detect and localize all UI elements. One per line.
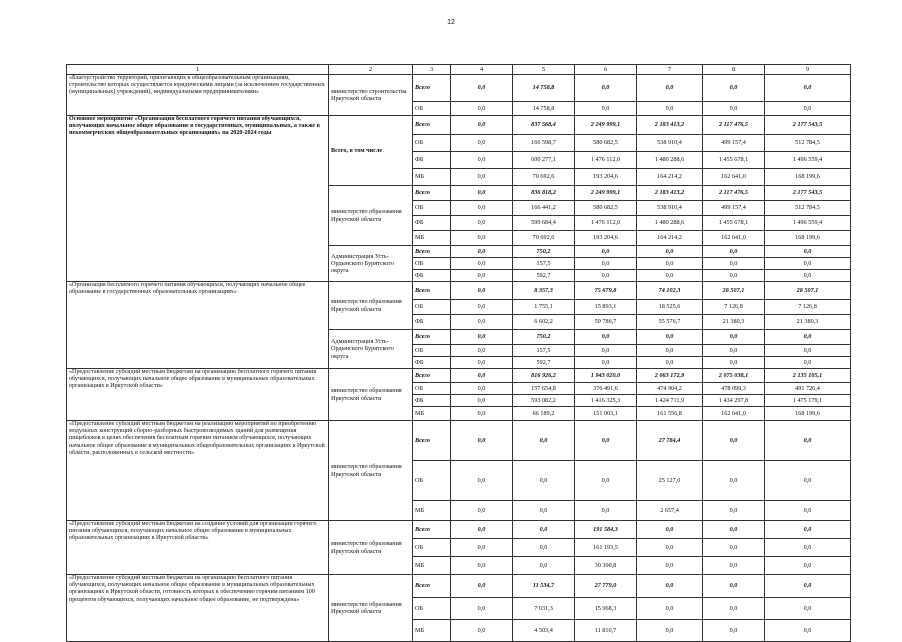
value-cell: 0,0: [451, 521, 513, 539]
header-cell: 4: [451, 65, 513, 75]
value-cell: 600 277,1: [513, 152, 575, 169]
value-cell: 7 031,3: [513, 598, 575, 620]
value-cell: 0,0: [703, 539, 765, 557]
executor-cell: министерство образования Иркутской области: [329, 421, 413, 521]
funding-source: ОБ: [413, 300, 451, 315]
funding-source: ФБ: [413, 216, 451, 231]
value-cell: 168 199,6: [765, 407, 851, 421]
value-cell: 162 641,0: [703, 231, 765, 246]
value-cell: 0,0: [765, 501, 851, 521]
value-cell: 0,0: [451, 216, 513, 231]
funding-source: Всего: [413, 421, 451, 461]
value-cell: 580 682,5: [575, 135, 637, 152]
funding-source: ФБ: [413, 357, 451, 369]
value-cell: 151 003,1: [575, 407, 637, 421]
value-cell: 0,0: [703, 102, 765, 116]
funding-source: МБ: [413, 231, 451, 246]
value-cell: 1 455 678,1: [703, 152, 765, 169]
value-cell: 592,7: [513, 270, 575, 282]
value-cell: 0,0: [513, 557, 575, 575]
value-cell: 15 968,3: [575, 598, 637, 620]
funding-source: МБ: [413, 169, 451, 186]
value-cell: 55 576,7: [637, 315, 703, 330]
value-cell: 70 692,6: [513, 231, 575, 246]
value-cell: 0,0: [765, 620, 851, 642]
value-cell: 0,0: [451, 186, 513, 201]
value-cell: 0,0: [637, 75, 703, 102]
value-cell: 0,0: [703, 258, 765, 270]
value-cell: 66 189,2: [513, 407, 575, 421]
value-cell: 0,0: [451, 357, 513, 369]
value-cell: 8 357,3: [513, 282, 575, 300]
value-cell: 0,0: [451, 620, 513, 642]
value-cell: 0,0: [451, 407, 513, 421]
value-cell: 18 525,6: [637, 300, 703, 315]
value-cell: 538 910,4: [637, 135, 703, 152]
value-cell: 75 679,8: [575, 282, 637, 300]
value-cell: 0,0: [575, 75, 637, 102]
funding-source: МБ: [413, 620, 451, 642]
value-cell: 0,0: [637, 557, 703, 575]
value-cell: 168 199,6: [765, 169, 851, 186]
value-cell: 478 099,3: [703, 383, 765, 395]
value-cell: 164 214,2: [637, 169, 703, 186]
value-cell: 162 641,0: [703, 407, 765, 421]
value-cell: 0,0: [637, 521, 703, 539]
funding-source: ФБ: [413, 315, 451, 330]
header-cell: 8: [703, 65, 765, 75]
value-cell: 0,0: [451, 598, 513, 620]
header-cell: 6: [575, 65, 637, 75]
value-cell: 0,0: [451, 152, 513, 169]
header-cell: 2: [329, 65, 413, 75]
value-cell: 0,0: [451, 395, 513, 407]
value-cell: 14 758,8: [513, 75, 575, 102]
value-cell: 0,0: [637, 345, 703, 357]
value-cell: 0,0: [765, 270, 851, 282]
executor-cell: министерство образования Иркутской области: [329, 575, 413, 642]
value-cell: 0,0: [451, 282, 513, 300]
funding-source: ОБ: [413, 539, 451, 557]
funding-source: ФБ: [413, 270, 451, 282]
funding-source: ОБ: [413, 345, 451, 357]
funding-source: Всего: [413, 186, 451, 201]
value-cell: 0,0: [637, 102, 703, 116]
value-cell: 0,0: [765, 521, 851, 539]
value-cell: 7 126,8: [765, 300, 851, 315]
value-cell: 0,0: [703, 357, 765, 369]
value-cell: 837 568,4: [513, 116, 575, 135]
value-cell: 1 476 112,0: [575, 152, 637, 169]
value-cell: 2 117 476,5: [703, 116, 765, 135]
value-cell: 0,0: [765, 330, 851, 345]
value-cell: 27 779,0: [575, 575, 637, 598]
value-cell: 2 249 999,1: [575, 116, 637, 135]
value-cell: 499 157,4: [703, 135, 765, 152]
value-cell: 157 654,8: [513, 383, 575, 395]
value-cell: 0,0: [451, 300, 513, 315]
value-cell: 599 684,4: [513, 216, 575, 231]
activity-description: «Предоставление субсидий местным бюджетам на создание условий для организации горячего питания обучающихся, получающих начальное общее образование в муниципальных образовательных организациях в Иркутской области»: [67, 521, 329, 575]
value-cell: 0,0: [703, 575, 765, 598]
value-cell: 0,0: [703, 501, 765, 521]
value-cell: 11 534,7: [513, 575, 575, 598]
value-cell: 836 818,2: [513, 186, 575, 201]
value-cell: 1 476 112,0: [575, 216, 637, 231]
value-cell: 0,0: [575, 357, 637, 369]
value-cell: 0,0: [575, 345, 637, 357]
value-cell: 2 657,4: [637, 501, 703, 521]
activity-description: «Благоустройство территорий, прилегающих к общеобразовательным организациям, строительство которых осуществляется юридическими лицами (за исключением государственных (муниципальных) учреждений), индивидуальными предпринимателями»: [67, 75, 329, 116]
value-cell: 0,0: [765, 539, 851, 557]
value-cell: 0,0: [451, 201, 513, 216]
value-cell: 0,0: [575, 246, 637, 258]
value-cell: 0,0: [451, 135, 513, 152]
value-cell: 376 491,6: [575, 383, 637, 395]
value-cell: 1 424 711,9: [637, 395, 703, 407]
value-cell: 0,0: [703, 461, 765, 501]
value-cell: 2 249 999,1: [575, 186, 637, 201]
value-cell: 0,0: [703, 330, 765, 345]
value-cell: 0,0: [451, 345, 513, 357]
value-cell: 0,0: [451, 102, 513, 116]
value-cell: 0,0: [703, 421, 765, 461]
value-cell: 1 480 288,6: [637, 152, 703, 169]
value-cell: 0,0: [451, 421, 513, 461]
value-cell: 28 507,1: [703, 282, 765, 300]
value-cell: 1 755,1: [513, 300, 575, 315]
value-cell: 0,0: [451, 258, 513, 270]
value-cell: 1 480 288,6: [637, 216, 703, 231]
value-cell: 2 117 476,5: [703, 186, 765, 201]
activity-description: «Предоставление субсидий местным бюджетам на реализацию мероприятий по приобретению модульных конструкций сборно-разборных быстровозводимых зданий для размещения пищеблоков в целях обеспечения бесплатным горячим питанием обучающихся, получающих начальное общее образование в муниципальных общеобразовательных организациях в Иркутской области, расположенных в сельской местности»: [67, 421, 329, 521]
value-cell: 2 183 413,2: [637, 186, 703, 201]
program-budget-table: [66, 64, 851, 642]
value-cell: 157,5: [513, 258, 575, 270]
value-cell: 28 507,1: [765, 282, 851, 300]
value-cell: 14 758,8: [513, 102, 575, 116]
value-cell: 25 127,0: [637, 461, 703, 501]
value-cell: 0,0: [451, 461, 513, 501]
value-cell: 0,0: [575, 270, 637, 282]
executor-cell: Администрация Усть-Ордынского Бурятского округа: [329, 330, 413, 369]
value-cell: 0,0: [451, 169, 513, 186]
value-cell: 1 475 179,1: [765, 395, 851, 407]
value-cell: 164 214,2: [637, 231, 703, 246]
value-cell: 0,0: [703, 521, 765, 539]
header-cell: 9: [765, 65, 851, 75]
value-cell: 168 199,6: [765, 231, 851, 246]
funding-source: ОБ: [413, 258, 451, 270]
value-cell: 0,0: [575, 461, 637, 501]
value-cell: 193 204,6: [575, 169, 637, 186]
value-cell: 0,0: [575, 501, 637, 521]
value-cell: 512 784,5: [765, 201, 851, 216]
value-cell: 0,0: [575, 102, 637, 116]
funding-source: МБ: [413, 557, 451, 575]
value-cell: 162 641,0: [703, 169, 765, 186]
activity-description: «Организация бесплатного горячего питания обучающихся, получающих начальное общее образование в государственных образовательных организациях»: [67, 282, 329, 369]
page-number: 12: [447, 19, 455, 26]
value-cell: 0,0: [765, 102, 851, 116]
value-cell: 0,0: [637, 330, 703, 345]
executor-cell: министерство образования Иркутской области: [329, 186, 413, 246]
value-cell: 750,2: [513, 246, 575, 258]
activity-description: «Предоставление субсидий местным бюджетам на организацию бесплатного горячего питания обучающихся, получающих начальное общее образование в муниципальных образовательных организациях в Иркутской области»: [67, 369, 329, 421]
value-cell: 0,0: [765, 258, 851, 270]
value-cell: 2 177 543,5: [765, 116, 851, 135]
funding-source: Всего: [413, 521, 451, 539]
value-cell: 0,0: [451, 369, 513, 383]
funding-source: Всего: [413, 116, 451, 135]
value-cell: 70 692,6: [513, 169, 575, 186]
value-cell: 0,0: [765, 75, 851, 102]
value-cell: 1 455 678,1: [703, 216, 765, 231]
header-row: [67, 65, 851, 75]
executor-cell: министерство образования Иркутской области: [329, 369, 413, 421]
table-row: [67, 421, 851, 461]
value-cell: 0,0: [513, 421, 575, 461]
value-cell: 0,0: [703, 270, 765, 282]
value-cell: 0,0: [765, 345, 851, 357]
value-cell: 0,0: [451, 501, 513, 521]
value-cell: 2 063 172,9: [637, 369, 703, 383]
value-cell: 4 503,4: [513, 620, 575, 642]
value-cell: 0,0: [703, 598, 765, 620]
value-cell: 592,7: [513, 357, 575, 369]
value-cell: 2 075 038,1: [703, 369, 765, 383]
table-row: [67, 75, 851, 102]
activity-description: Основное мероприятие «Организация бесплатного горячего питания обучающихся, получающих начальное общее образование в государственных, муниципальных, а также в некоммерческих общеобразовательных организациях» на 2020-2024 годы: [67, 116, 329, 282]
table-row: [67, 369, 851, 383]
value-cell: 0,0: [637, 539, 703, 557]
value-cell: 499 157,4: [703, 201, 765, 216]
value-cell: 512 784,5: [765, 135, 851, 152]
executor-cell: министерство строительства Иркутской области: [329, 75, 413, 116]
value-cell: 166 598,7: [513, 135, 575, 152]
value-cell: 0,0: [765, 575, 851, 598]
table-row: [67, 521, 851, 539]
activity-description: «Предоставление субсидий местным бюджетам на организацию бесплатного питания обучающихся, получающих начальное общее образование в муниципальных образовательных организациях в Иркутской области, готовность которых к обеспечению горячим питанием 100 процентов обучающихся, получающих начальное общее образование, не подтверждена»: [67, 575, 329, 642]
value-cell: 0,0: [637, 246, 703, 258]
value-cell: 0,0: [637, 598, 703, 620]
value-cell: 0,0: [765, 461, 851, 501]
value-cell: 0,0: [513, 539, 575, 557]
funding-source: ОБ: [413, 201, 451, 216]
value-cell: 0,0: [703, 557, 765, 575]
value-cell: 0,0: [765, 246, 851, 258]
value-cell: 0,0: [451, 116, 513, 135]
executor-cell: министерство образования Иркутской области: [329, 521, 413, 575]
header-cell: 5: [513, 65, 575, 75]
value-cell: 0,0: [765, 598, 851, 620]
value-cell: 1 496 559,4: [765, 152, 851, 169]
value-cell: 2 135 105,1: [765, 369, 851, 383]
header-cell: 3: [413, 65, 451, 75]
value-cell: 0,0: [451, 575, 513, 598]
value-cell: 191 584,3: [575, 521, 637, 539]
funding-source: Всего: [413, 75, 451, 102]
table-row: [67, 116, 851, 135]
value-cell: 2 177 543,5: [765, 186, 851, 201]
value-cell: 0,0: [451, 231, 513, 246]
value-cell: 6 602,2: [513, 315, 575, 330]
value-cell: 474 904,2: [637, 383, 703, 395]
funding-source: Всего: [413, 575, 451, 598]
value-cell: 21 380,3: [703, 315, 765, 330]
value-cell: 750,2: [513, 330, 575, 345]
value-cell: 0,0: [637, 620, 703, 642]
funding-source: ОБ: [413, 461, 451, 501]
funding-source: МБ: [413, 501, 451, 521]
header-cell: 1: [67, 65, 329, 75]
value-cell: 157,5: [513, 345, 575, 357]
funding-source: МБ: [413, 407, 451, 421]
value-cell: 0,0: [451, 315, 513, 330]
value-cell: 161 556,8: [637, 407, 703, 421]
value-cell: 1 434 297,8: [703, 395, 765, 407]
value-cell: 0,0: [451, 246, 513, 258]
value-cell: 1 496 559,4: [765, 216, 851, 231]
value-cell: 0,0: [513, 501, 575, 521]
value-cell: 0,0: [575, 421, 637, 461]
value-cell: 193 204,6: [575, 231, 637, 246]
value-cell: 1 416 325,3: [575, 395, 637, 407]
value-cell: 0,0: [513, 461, 575, 501]
value-cell: 593 082,2: [513, 395, 575, 407]
funding-source: Всего: [413, 330, 451, 345]
funding-source: ФБ: [413, 152, 451, 169]
value-cell: 59 786,7: [575, 315, 637, 330]
value-cell: 0,0: [513, 521, 575, 539]
value-cell: 161 193,5: [575, 539, 637, 557]
value-cell: 538 910,4: [637, 201, 703, 216]
value-cell: 816 926,2: [513, 369, 575, 383]
value-cell: 0,0: [451, 557, 513, 575]
value-cell: 0,0: [765, 421, 851, 461]
value-cell: 0,0: [637, 357, 703, 369]
value-cell: 580 682,5: [575, 201, 637, 216]
value-cell: 74 102,3: [637, 282, 703, 300]
value-cell: 21 380,3: [765, 315, 851, 330]
value-cell: 0,0: [703, 620, 765, 642]
value-cell: 0,0: [451, 383, 513, 395]
header-cell: 7: [637, 65, 703, 75]
value-cell: 0,0: [637, 258, 703, 270]
value-cell: 27 784,4: [637, 421, 703, 461]
value-cell: 166 441,2: [513, 201, 575, 216]
funding-source: ОБ: [413, 135, 451, 152]
funding-source: Всего: [413, 282, 451, 300]
value-cell: 0,0: [451, 330, 513, 345]
value-cell: 0,0: [703, 75, 765, 102]
value-cell: 0,0: [451, 75, 513, 102]
funding-source: Всего: [413, 369, 451, 383]
funding-source: ОБ: [413, 102, 451, 116]
value-cell: 0,0: [703, 246, 765, 258]
funding-source: ОБ: [413, 383, 451, 395]
value-cell: 0,0: [765, 557, 851, 575]
value-cell: 0,0: [765, 357, 851, 369]
funding-source: Всего: [413, 246, 451, 258]
value-cell: 0,0: [637, 270, 703, 282]
value-cell: 0,0: [451, 539, 513, 557]
executor-cell: Администрация Усть-Ордынского Бурятского округа: [329, 246, 413, 282]
funding-source: ФБ: [413, 395, 451, 407]
value-cell: 0,0: [451, 270, 513, 282]
executor-cell: Всего, в том числе: [329, 116, 413, 186]
table-row: [67, 282, 851, 300]
value-cell: 1 943 020,0: [575, 369, 637, 383]
value-cell: 11 810,7: [575, 620, 637, 642]
value-cell: 0,0: [575, 258, 637, 270]
value-cell: 30 390,8: [575, 557, 637, 575]
value-cell: 7 126,8: [703, 300, 765, 315]
table-row: [67, 575, 851, 598]
value-cell: 0,0: [703, 345, 765, 357]
value-cell: 2 183 413,2: [637, 116, 703, 135]
value-cell: 491 726,4: [765, 383, 851, 395]
executor-cell: министерство образования Иркутской области: [329, 282, 413, 330]
value-cell: 0,0: [575, 330, 637, 345]
funding-source: ОБ: [413, 598, 451, 620]
value-cell: 0,0: [637, 575, 703, 598]
value-cell: 15 893,1: [575, 300, 637, 315]
